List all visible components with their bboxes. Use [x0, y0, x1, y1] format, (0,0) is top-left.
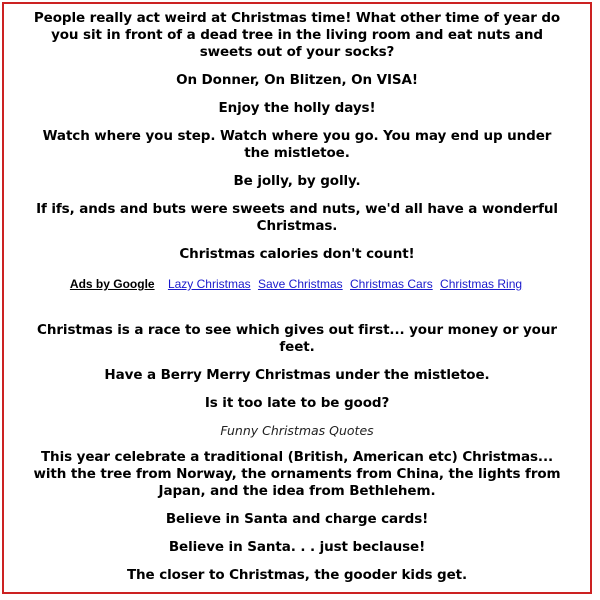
ads-by-google-link[interactable]: Ads by Google	[69, 277, 155, 291]
section-title: Funny Christmas Quotes	[220, 423, 374, 438]
quotes-content	[4, 4, 590, 584]
quote: Watch where you step. Watch where you go. You may end up under the mistletoe.	[42, 128, 552, 161]
quote: Enjoy the holly days!	[218, 100, 376, 116]
quote: People really act weird at Christmas time! What other time of year do you sit in front of a dead tree in the living room and eat nuts and sweets out of your socks?	[33, 10, 561, 60]
google-ads-bar	[28, 277, 566, 292]
quote: Is it too late to be good?	[204, 395, 390, 411]
quote: Believe in Santa and charge cards!	[165, 511, 429, 527]
quotes-frame	[2, 2, 592, 594]
ad-link-christmas-ring[interactable]: Christmas Ring	[440, 277, 523, 291]
quote: The closer to Christmas, the gooder kids get.	[126, 567, 468, 583]
quote: Believe in Santa. . . just beclause!	[168, 539, 426, 555]
ad-link-christmas-cars[interactable]: Christmas Cars	[350, 277, 433, 291]
quote: Christmas calories don't count!	[179, 246, 415, 262]
quote: Christmas is a race to see which gives out first... your money or your feet.	[37, 322, 557, 355]
ad-link-save-christmas[interactable]: Save Christmas	[257, 277, 343, 291]
ad-link-lazy-christmas[interactable]: Lazy Christmas	[167, 277, 251, 291]
quote: On Donner, On Blitzen, On VISA!	[176, 72, 418, 88]
quote: Have a Berry Merry Christmas under the mistletoe.	[104, 367, 490, 383]
quote: This year celebrate a traditional (British, American etc) Christmas... with the tree from Norway, the ornaments from China, the lights from Japan, and the idea from Bethlehem.	[33, 449, 561, 499]
quote: If ifs, ands and buts were sweets and nuts, we'd all have a wonderful Christmas.	[36, 201, 558, 234]
quote: Be jolly, by golly.	[233, 173, 361, 189]
